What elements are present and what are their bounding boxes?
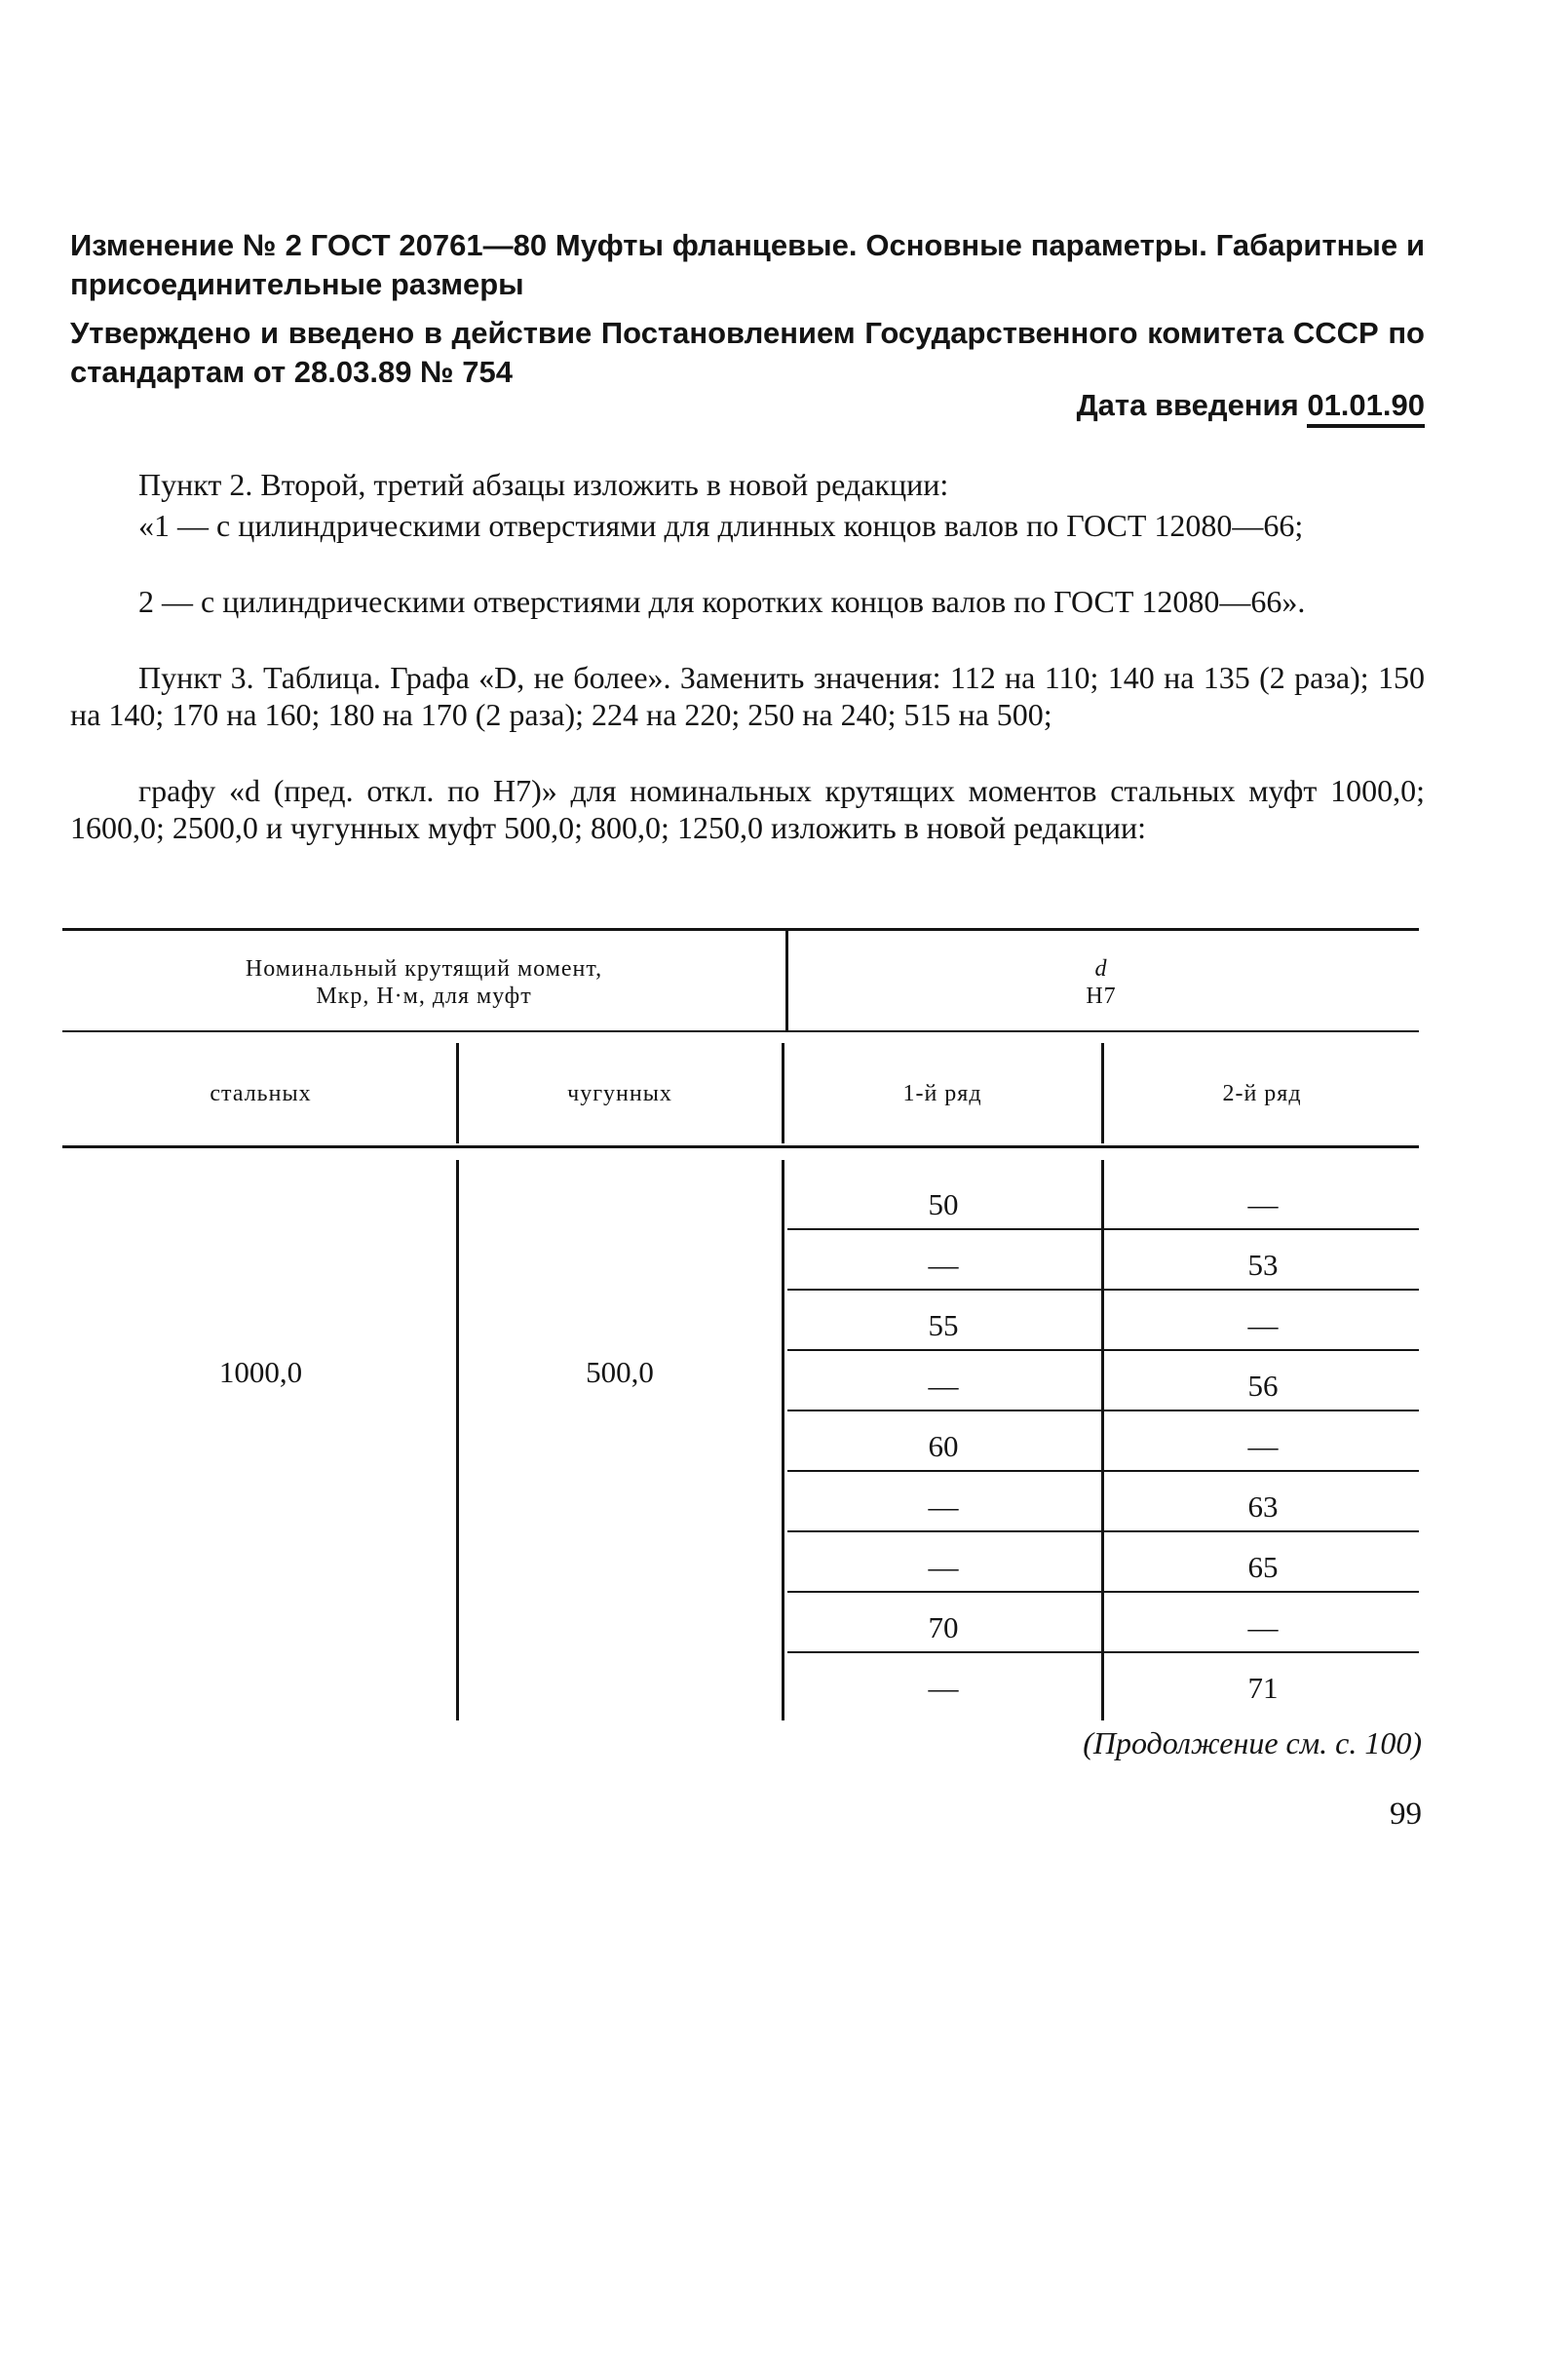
table-divider-steel-cast <box>456 1043 459 1143</box>
steel-moment-value: 1000,0 <box>218 1355 303 1389</box>
d-row-2-value: 63 <box>1247 1489 1279 1524</box>
d-row-1-value: 55 <box>928 1308 959 1342</box>
table-divider-main <box>785 931 788 1030</box>
d-row-1-value: — <box>928 1671 959 1705</box>
d-row-separator <box>787 1228 1419 1230</box>
paragraph-column-d: графу «d (пред. откл. по H7)» для номинальных крутящих моментов стальных муфт 1000,0; 1600,0; 2500,0 и чугунных муфт 500,0; 800,0; 1250,0 изложить в новой редакции: <box>70 773 1425 845</box>
header-nominal-moment <box>68 955 780 1010</box>
header-d <box>789 955 1413 1010</box>
table-divider-row1-row2 <box>1101 1043 1104 1143</box>
d-row-1-value: 70 <box>928 1610 959 1644</box>
d-row-1-value: 50 <box>928 1187 959 1221</box>
effective-date <box>1077 386 1425 425</box>
table-body-divider-row1-row2 <box>1101 1160 1104 1720</box>
table-divider-cast-row1 <box>782 1043 784 1143</box>
effective-date-label: Дата введения <box>1076 388 1299 422</box>
continuation-note: (Продолжение см. с. 100) <box>1083 1725 1422 1760</box>
header-nominal-moment-line1: Номинальный крутящий момент, <box>245 956 603 982</box>
d-row-separator <box>787 1289 1419 1291</box>
column-steel: стальных <box>210 1081 312 1106</box>
d-row-1-value: — <box>928 1550 959 1584</box>
table-header-rule <box>62 1030 1419 1032</box>
d-row-1-value: — <box>928 1248 959 1282</box>
d-row-separator <box>787 1349 1419 1351</box>
column-cast-iron: чугунных <box>567 1081 672 1106</box>
approval-statement: Утверждено и введено в действие Постановлением Государственного комитета СССР по стандартам от 28.03.89 № 754 <box>70 316 1425 389</box>
d-row-separator <box>787 1470 1419 1472</box>
d-row-2-value: 56 <box>1247 1369 1279 1403</box>
d-row-1-value: 60 <box>928 1429 959 1463</box>
d-row-separator <box>787 1530 1419 1532</box>
d-row-2-value: — <box>1247 1187 1279 1221</box>
table-body-divider-steel-cast <box>456 1160 459 1720</box>
table-top-rule <box>62 928 1419 931</box>
d-row-2-value: 65 <box>1247 1550 1279 1584</box>
paragraph-item-2: Пункт 2. Второй, третий абзацы изложить в новой редакции: <box>138 467 949 502</box>
page-number: 99 <box>1390 1797 1422 1832</box>
paragraph-variant-1: «1 — с цилиндрическими отверстиями для длинных концов валов по ГОСТ 12080—66; <box>138 508 1304 543</box>
d-row-separator <box>787 1410 1419 1411</box>
d-row-separator <box>787 1651 1419 1653</box>
column-row-1: 1-й ряд <box>902 1081 982 1106</box>
effective-date-value: 01.01.90 <box>1307 388 1425 428</box>
d-row-1-value: — <box>928 1489 959 1524</box>
header-d-tolerance: H7 <box>1086 984 1117 1009</box>
d-row-separator <box>787 1591 1419 1593</box>
header-nominal-moment-line2: Mкр, Н·м, для муфт <box>316 984 532 1009</box>
d-row-2-value: — <box>1247 1610 1279 1644</box>
column-row-2: 2-й ряд <box>1222 1081 1302 1106</box>
table-subheader-rule <box>62 1145 1419 1148</box>
paragraph-variant-2: 2 — с цилиндрическими отверстиями для коротких концов валов по ГОСТ 12080—66». <box>138 584 1306 619</box>
header-d-symbol: d <box>1094 956 1108 982</box>
d-row-2-value: 53 <box>1247 1248 1279 1282</box>
table-body-divider-cast-d <box>782 1160 784 1720</box>
d-row-2-value: — <box>1247 1308 1279 1342</box>
d-row-1-value: — <box>928 1369 959 1403</box>
d-row-2-value: — <box>1247 1429 1279 1463</box>
paragraph-item-3: Пункт 3. Таблица. Графа «D, не более». Заменить значения: 112 на 110; 140 на 135 (2 раза); 150 на 140; 170 на 160; 180 на 170 (2 раза); 224 на 220; 250 на 240; 515 на 500; <box>70 660 1425 732</box>
change-title: Изменение № 2 ГОСТ 20761—80 Муфты фланцевые. Основные параметры. Габаритные и присоединительные размеры <box>70 228 1425 301</box>
d-row-2-value: 71 <box>1247 1671 1279 1705</box>
cast-moment-value: 500,0 <box>586 1355 654 1389</box>
